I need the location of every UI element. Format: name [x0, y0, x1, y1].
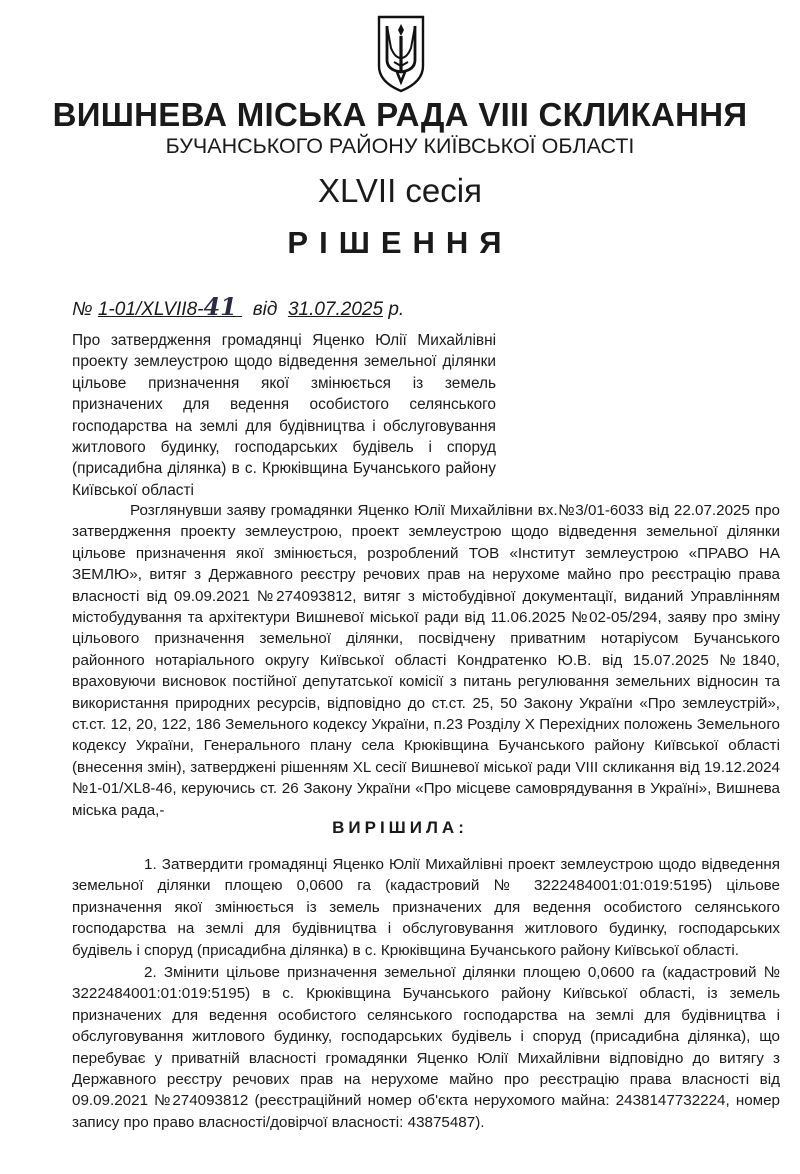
document-number: 1-01/XLVII8-41 [97, 292, 237, 321]
organization-title: ВИШНЕВА МІСЬКА РАДА VIII СКЛИКАННЯ [52, 96, 748, 133]
number-sign: № [72, 299, 93, 320]
session-title: XLVII сесія [318, 172, 482, 209]
resolved-heading: ВИРІШИЛА: [332, 818, 468, 837]
preamble-paragraph: Розглянувши заяву громадянки Яценко Юлії Михайлівни вх.№3/01-6033 від 22.07.2025 про затвердження проекту землеустрою, проект землеустрою щодо відведення земельної ділянки цільове призначення якої змінюється, розроблений ТОВ «Інститут землеустрою «ПРАВО НА ЗЕМЛЮ», витяг з Державного реєстру речових прав на нерухоме майно про реєстрацію права власності від 09.09.2021 №274093812, витяг з містобудівної документації, виданий Управлінням містобудування та архітектури Вишневої міської ради від 11.06.2025 №02-05/294, заяву про зміну цільового призначення земельної ділянки, посвідчену приватним нотаріусом Бучанського районного нотаріального округу Київської області Кондратенко Ю.В. від 15.07.2025 №1840, враховуючи висновок постійної депутатської комісії з питань регулювання земельних відносин та використання природних ресурсів, відповідно до ст.ст. 25, 50 Закону України «Про землеустрій», ст.ст. 12, 20, 122, 186 Земельного кодексу України, п.23 Розділу Х Перехідних положень Земельного кодексу України, Генерального плану села Крюківщина Бучанського району Київської області (внесення змін), затверджені рішенням XL сесії Вишневої міської ради VIII скликання від 19.12.2024 №1-01/XL8-46, керуючись ст. 26 Закону України «Про місцеве самоврядування в Україні», Вишнева міська рада,- [72, 502, 780, 819]
district-subtitle: БУЧАНСЬКОГО РАЙОНУ КИЇВСЬКОЇ ОБЛАСТІ [165, 134, 635, 158]
resolution-item-2: 2. Змінити цільове призначення земельної ділянки площею 0,0600 га (кадастровий № 3222484001:01:019:5195) в с. Крюківщина Бучанського району Київської області, із земель призначених для ведення особистого селянського господарства на землі для будівництва і обслуговування житлового будинку, господарських будівель і споруд (присадибна ділянка), що перебуває у приватній власності громадянки Яценко Юлії Михайлівни відповідно до витягу з Державного реєстру речових прав на нерухоме майно про реєстрацію права власності від 09.09.2021 №274093812 (реєстраційний номер об'єкта нерухомого майна: 2438147732224, номер запису про право власності/довірчої власності: 43875487). [72, 964, 780, 1131]
document-subject: Про затвердження громадянці Яценко Юлії Михайлівні проекту землеустрою щодо відведення земельної ділянки цільове призначення якої змінюється із земель призначених для ведення особистого селянського господарства на землі для будівництва і обслуговування житлового будинку, господарських будівель і споруд (присадибна ділянка) в с. Крюківщина Бучанського району Київської області [72, 332, 496, 499]
year-suffix: р. [388, 299, 405, 320]
resolution-item-1: 1. Затвердити громадянці Яценко Юлії Михайлівні проект землеустрою щодо відведення земельної ділянки площею 0,0600 га (кадастровий № 3222484001:01:019:5195) цільове призначення якої змінюється із земель призначених для ведення особистого селянського господарства на землі для будівництва і обслуговування житлового будинку, господарських будівель і споруд (присадибна ділянка) в с. Крюківщина Бучанського району Київської області. [72, 856, 780, 959]
from-word: від [252, 299, 278, 320]
document-type-heading: РІШЕННЯ [287, 225, 513, 260]
coat-of-arms-trident-icon [373, 14, 429, 94]
document-number-line [72, 292, 404, 321]
document-date: 31.07.2025 [287, 299, 384, 320]
handwritten-number: 41 [203, 292, 237, 321]
